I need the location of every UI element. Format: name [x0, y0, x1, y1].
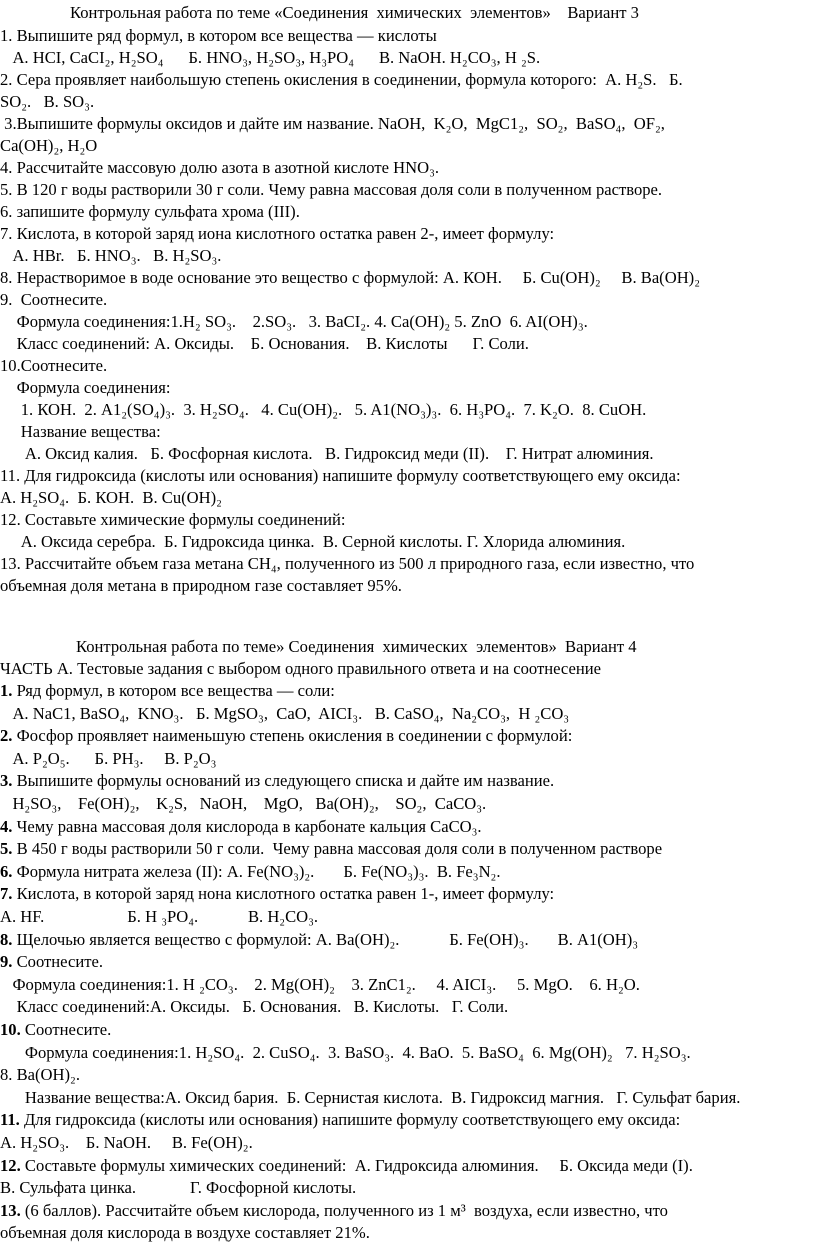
variant3-line: 10.Соотнесите. [0, 356, 108, 375]
variant3-line: 11. Для гидроксида (кислоты или основания) напишите формулу соответствующего ему оксида: [0, 466, 681, 485]
variant4-line-text: А. P₂O₅. Б. PH₃. В. P₂O₃ [0, 748, 217, 768]
variant4-line [0, 861, 816, 883]
variant4-line-text: Формула нитрата железа (II): А. Fe(NO₃)₂. Б. Fe(NO₃)₃. В. Fe₃N₂. [12, 861, 501, 881]
variant4-line-text: Класс соединений:А. Оксиды. Б. Основания. В. Кислоты. Г. Соли. [0, 997, 509, 1017]
variant3-line: 3.Выпишите формулы оксидов и дайте им название. NaOH, K₂O, MgC1₂, SO₂, BaSO₄, OF₂, [0, 114, 665, 133]
variant4-line-text: Щелочью является вещество с формулой: А. Ba(OH)₂. Б. Fe(OH)₃. В. A1(OH)₃ [12, 929, 639, 949]
question-number: 10. [0, 1020, 21, 1039]
variant3-line: Формула соединения: [0, 378, 171, 397]
variant4-line-text: Соотнесите. [20, 1020, 112, 1039]
variant3-line: Ca(OH)₂, H₂O [0, 136, 98, 155]
variant4-line-text: В 450 г воды растворили 50 г соли. Чему равна массовая доля соли в полученном растворе [12, 839, 663, 859]
variant4-line-text: Фосфор проявляет наименьшую степень окисления в соединении с формулой: [12, 726, 573, 746]
variant4-line-text: Формула соединения:1. H₂SO₄. 2. CuSO₄. 3. BaSO₃. 4. BaO. 5. BaSO₄ 6. Mg(OH)₂ 7. H₂SO₃. [0, 1042, 691, 1062]
question-number: 7. [0, 884, 13, 904]
variant3-line: объемная доля метана в природном газе составляет 95%. [0, 576, 402, 595]
question-number: 8. [0, 929, 13, 949]
variant3-line: SO₂. В. SO₃. [0, 92, 95, 111]
variant4-line [0, 951, 816, 973]
variant4-line [0, 748, 816, 770]
variant3-line: А. HCI, CaCI₂, H₂SO₄ Б. HNO₃, H₂SO₃, H₃PO₄ В. NaOH. H₂CO₃, H ₂S. [0, 48, 541, 67]
variant3-line: 1. Выпишите ряд формул, в котором все вещества — кислоты [0, 26, 437, 45]
variant4-line-text: Выпишите формулы оснований из следующего списка и дайте им название. [12, 771, 555, 791]
variant4-line [0, 974, 816, 996]
variant4-line-text: Ряд формул, в котором все вещества — соли: [12, 681, 335, 700]
question-number: 2. [0, 726, 13, 746]
variant4-line [0, 996, 816, 1018]
variant4-line [0, 1064, 816, 1086]
variant3-line: 6. запишите формулу сульфата хрома (III). [0, 202, 300, 221]
variant3-line: 4. Рассчитайте массовую долю азота в азотной кислоте HNO₃. [0, 158, 440, 177]
variant4-line [0, 793, 816, 815]
variant4-line-text: В. Сульфата цинка. Г. Фосфорной кислоты. [0, 1178, 357, 1198]
question-number: 6. [0, 861, 13, 881]
variant3-line: 9. Соотнесите. [0, 290, 108, 309]
variant4-line [0, 1109, 816, 1131]
variant4-line [0, 906, 816, 928]
variant4-line-text: А. H₂SO₃. Б. NaOH. В. Fe(OH)₂. [0, 1133, 253, 1152]
variant4-line [0, 1200, 816, 1222]
variant3-line: Класс соединений: А. Оксиды. Б. Основания. В. Кислоты Г. Соли. [0, 334, 529, 353]
variant4-line [0, 770, 816, 792]
variant4-line [0, 1177, 816, 1199]
question-number: 13. [0, 1200, 21, 1220]
variant4-line-text: Для гидроксида (кислоты или основания) напишите формулу соответствующего ему оксида: [19, 1110, 681, 1130]
question-number: 5. [0, 839, 13, 859]
variant3-line: Название вещества: [0, 422, 161, 441]
variant3-line: 2. Сера проявляет наибольшую степень окисления в соединении, формула которого: А. H₂S. Б. [0, 70, 683, 89]
variant3-line: А. HBr. Б. HNO₃. В. H₂SO₃. [0, 246, 222, 265]
variant4-line-text: А. HF. Б. H ₃PO₄. В. H₂CO₃. [0, 907, 319, 926]
variant3-line: А. H₂SO₄. Б. КОН. В. Cu(OH)₂ [0, 488, 222, 507]
variant4-line-text: Кислота, в которой заряд нона кислотного остатка равен 1-, имеет формулу: [12, 884, 555, 904]
variant3-line: 5. В 120 г воды растворили 30 г соли. Чему равна массовая доля соли в полученном растворе. [0, 180, 663, 199]
variant4-line [0, 929, 816, 951]
variant4-line-text: Формула соединения:1. H ₂CO₃. 2. Mg(OH)₂ 3. ZnC1₂. 4. AICI₃. 5. MgO. 6. H₂O. [0, 974, 640, 994]
variant4-part-a: ЧАСТЬ А. Тестовые задания с выбором одного правильного ответа и на соотнесение [0, 659, 601, 678]
variant4-line-text: 8. Ba(OH)₂. [0, 1065, 80, 1085]
variant4-line [0, 680, 816, 702]
variant4-line [0, 838, 816, 860]
variant3-line: 7. Кислота, в которой заряд иона кислотного остатка равен 2-, имеет формулу: [0, 224, 555, 243]
question-number: 12. [0, 1155, 21, 1175]
variant3-line: Формула соединения:1.H₂ SO₃. 2.SO₃. 3. BaCI₂. 4. Ca(OH)₂ 5. ZnO 6. AI(OH)₃. [0, 312, 588, 331]
variant3-line: 12. Составьте химические формулы соединений: [0, 510, 346, 529]
variant4-line [0, 1222, 816, 1244]
variant4-line [0, 703, 816, 725]
variant4-line [0, 816, 816, 838]
question-number: 3. [0, 771, 13, 791]
variant4-line [0, 883, 816, 905]
variant3-heading: Контрольная работа по теме «Соединения химических элементов» Вариант 3 [70, 3, 639, 22]
variant4-line-text: Чему равна массовая доля кислорода в карбонате кальция CaCO₃. [12, 816, 482, 836]
question-number: 9. [0, 952, 13, 972]
variant4-line [0, 1155, 816, 1177]
variant4-line [0, 1019, 816, 1041]
variant4-line-text: H₂SO₃, Fe(OH)₂, K₂S, NaOH, MgO, Ba(OH)₂, SO₂, CaCO₃. [0, 794, 487, 813]
variant3-line: 13. Рассчитайте объем газа метана CH₄, полученного из 500 л природного газа, если известно, что [0, 554, 695, 573]
variant4-line-text: Название вещества:А. Оксид бария. Б. Сернистая кислота. В. Гидроксид магния. Г. Сульфат бария. [0, 1087, 741, 1107]
variant3-line: А. Оксид калия. Б. Фосфорная кислота. В. Гидроксид меди (II). Г. Нитрат алюминия. [0, 444, 654, 463]
variant4-line [0, 725, 816, 747]
question-number: 11. [0, 1110, 20, 1130]
variant4-line-text: объемная доля кислорода в воздухе составляет 21%. [0, 1223, 370, 1243]
variant4-heading: Контрольная работа по теме» Соединения химических элементов» Вариант 4 [76, 637, 637, 656]
variant3-line: А. Оксида серебра. Б. Гидроксида цинка. В. Серной кислоты. Г. Хлорида алюминия. [0, 532, 626, 551]
variant3-line: 1. КОН. 2. A1₂(SO₄)₃. 3. H₂SO₄. 4. Cu(OH)₂. 5. A1(NO₃)₃. 6. H₃PO₄. 7. K₂O. 8. CuOH. [0, 400, 647, 419]
variant4-line-text: Соотнесите. [12, 952, 103, 972]
variant4-line-text: (6 баллов). Рассчитайте объем кислорода, полученного из 1 м³ воздуха, если известно, что [20, 1200, 668, 1220]
question-number: 1. [0, 681, 13, 700]
variant4-line-text: Составьте формулы химических соединений: А. Гидроксида алюминия. Б. Оксида меди (I). [20, 1155, 693, 1175]
variant4-line-text: А. NaC1, BaSO₄, KNO₃. Б. MgSO₃, CaO, AICI₃. В. CaSO₄, Na₂CO₃, H ₂CO₃ [0, 703, 570, 723]
variant4-line [0, 1042, 816, 1064]
variant4-line [0, 1087, 816, 1109]
variant4-line [0, 1132, 816, 1154]
question-number: 4. [0, 816, 13, 836]
variant3-line: 8. Нерастворимое в воде основание это вещество с формулой: А. КОН. Б. Cu(OH)₂ В. Ba(OH)₂ [0, 268, 700, 287]
